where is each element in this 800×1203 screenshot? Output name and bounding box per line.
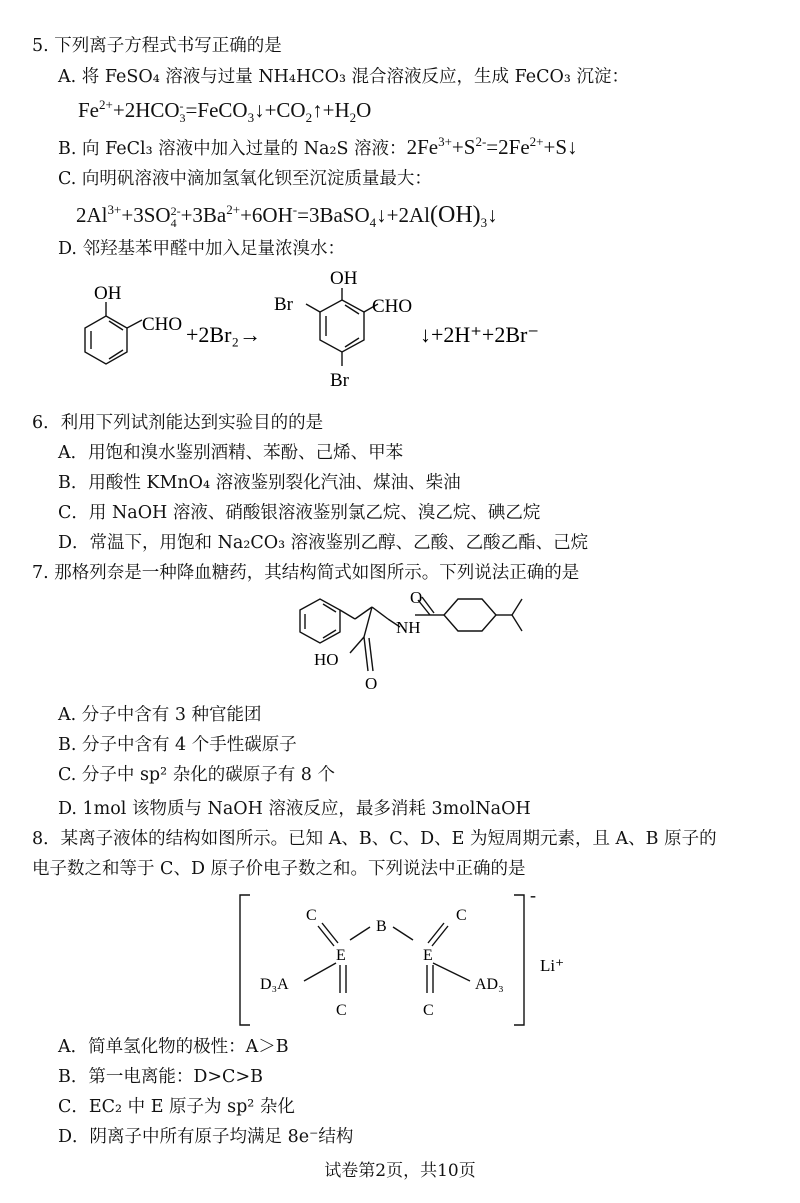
dibromo-product-structure bbox=[306, 288, 378, 366]
page-footer: 试卷第2页，共10页 bbox=[324, 1161, 476, 1181]
q6-option-c: C．用 NaOH 溶液、硝酸银溶液鉴别氯乙烷、溴乙烷、碘乙烷 bbox=[58, 503, 541, 523]
group-ad3: AD₃ bbox=[475, 976, 504, 993]
atom-e-right: E bbox=[423, 947, 433, 964]
anion-charge: - bbox=[530, 885, 536, 905]
q5-option-c bbox=[58, 168, 432, 190]
oh-label-2: OH bbox=[330, 270, 358, 289]
q7-option-a: A. 分子中含有 3 种官能团 bbox=[58, 705, 262, 725]
br-label-left: Br bbox=[274, 294, 293, 315]
products-text: ↓+2H⁺+2Br⁻ bbox=[420, 322, 539, 347]
q5-c-label: C. bbox=[58, 169, 77, 189]
atom-b: B bbox=[376, 918, 387, 935]
reagent-text: +2Br₂→ bbox=[186, 322, 262, 347]
ho-label: HO bbox=[314, 650, 339, 669]
q5-d-label: D. bbox=[58, 239, 77, 259]
br-label-bottom: Br bbox=[330, 370, 349, 391]
cho-label-1: CHO bbox=[142, 314, 183, 335]
atom-c-top-left: C bbox=[306, 907, 317, 924]
salicylaldehyde-structure bbox=[85, 302, 142, 364]
q5-option-b bbox=[58, 134, 578, 160]
q6-option-a: A．用饱和溴水鉴别酒精、苯酚、己烯、甲苯 bbox=[58, 443, 404, 463]
q5-a-label: A. bbox=[58, 67, 77, 87]
q5-b-equation: $2Fe^{3+}+S^{2-}=2Fe^{2+}+S↓$ bbox=[406, 134, 578, 159]
q5-b-text: 向 FeCl₃ 溶液中加入过量的 Na₂S 溶液： bbox=[82, 139, 407, 159]
q5-option-d bbox=[58, 238, 345, 260]
atom-c-bottom-left: C bbox=[336, 1002, 347, 1019]
q8-stem-line1: 8．某离子液体的结构如图所示。已知 A、B、C、D、E 为短周期元素，且 A、B 原子的 bbox=[32, 829, 717, 849]
q6-option-b: B．用酸性 KMnO₄ 溶液鉴别裂化汽油、煤油、柴油 bbox=[58, 473, 461, 493]
q8-option-b: B．第一电离能：D>C>B bbox=[58, 1067, 263, 1087]
q5-option-a bbox=[58, 66, 629, 88]
q5-stem: 5. 下列离子方程式书写正确的是 bbox=[32, 36, 282, 56]
q5-c-equation: $2Al^{3+}+3SO$ 2- 4 $+3Ba^{2+}+6OH^-=3BaSO_4↓+2Al(OH)_3↓$ bbox=[76, 202, 498, 231]
nh-label: NH bbox=[396, 618, 421, 637]
atom-e-left: E bbox=[336, 947, 346, 964]
q8-option-c: C．EC₂ 中 E 原子为 sp² 杂化 bbox=[58, 1097, 295, 1117]
q5-a-text: 将 FeSO₄ 溶液与过量 NH₄HCO₃ 混合溶液反应，生成 FeCO₃ 沉淀： bbox=[81, 67, 629, 87]
q5-d-text: 邻羟基苯甲醛中加入足量浓溴水： bbox=[82, 239, 346, 259]
atom-c-bottom-right: C bbox=[423, 1002, 434, 1019]
q8-option-d: D．阴离子中所有原子均满足 8e⁻结构 bbox=[58, 1127, 354, 1147]
q6-stem: 6．利用下列试剂能达到实验目的的是 bbox=[32, 413, 324, 433]
q7-option-d: D. 1mol 该物质与 NaOH 溶液反应，最多消耗 3molNaOH bbox=[58, 799, 531, 819]
q8-stem-line2: 电子数之和等于 C、D 原子价电子数之和。下列说法中正确的是 bbox=[32, 859, 526, 879]
q6-option-d: D．常温下，用饱和 Na₂CO₃ 溶液鉴别乙醇、乙酸、乙酸乙酯、己烷 bbox=[58, 533, 589, 553]
q7-stem: 7. 那格列奈是一种降血糖药，其结构简式如图所示。下列说法正确的是 bbox=[32, 563, 580, 583]
oh-label-1: OH bbox=[94, 283, 122, 304]
cho-label-2: CHO bbox=[372, 296, 413, 317]
q5-c-text: 向明矾溶液中滴加氢氧化钡至沉淀质量最大： bbox=[81, 169, 432, 189]
atom-c-top-right: C bbox=[456, 907, 467, 924]
q7-option-c: C. 分子中 sp² 杂化的碳原子有 8 个 bbox=[58, 765, 335, 785]
q7-option-b: B. 分子中含有 4 个手性碳原子 bbox=[58, 735, 297, 755]
q5-b-label: B. bbox=[58, 139, 77, 159]
acid-o-label: O bbox=[365, 674, 378, 693]
group-d3a: D₃A bbox=[260, 976, 289, 993]
carbonyl-o-label: O bbox=[410, 588, 423, 607]
nateglinide-structure bbox=[270, 585, 560, 700]
ionic-liquid-structure bbox=[230, 885, 590, 1030]
q8-option-a: A．简单氢化物的极性：A＞B bbox=[58, 1037, 289, 1057]
lithium-cation: Li⁺ bbox=[540, 956, 565, 975]
q5-d-reaction-scheme bbox=[60, 270, 580, 400]
q5-a-equation: $Fe^{2+}+2HCO$ - 3 $=FeCO_3↓+CO_2↑+H_2O$ bbox=[78, 97, 372, 126]
